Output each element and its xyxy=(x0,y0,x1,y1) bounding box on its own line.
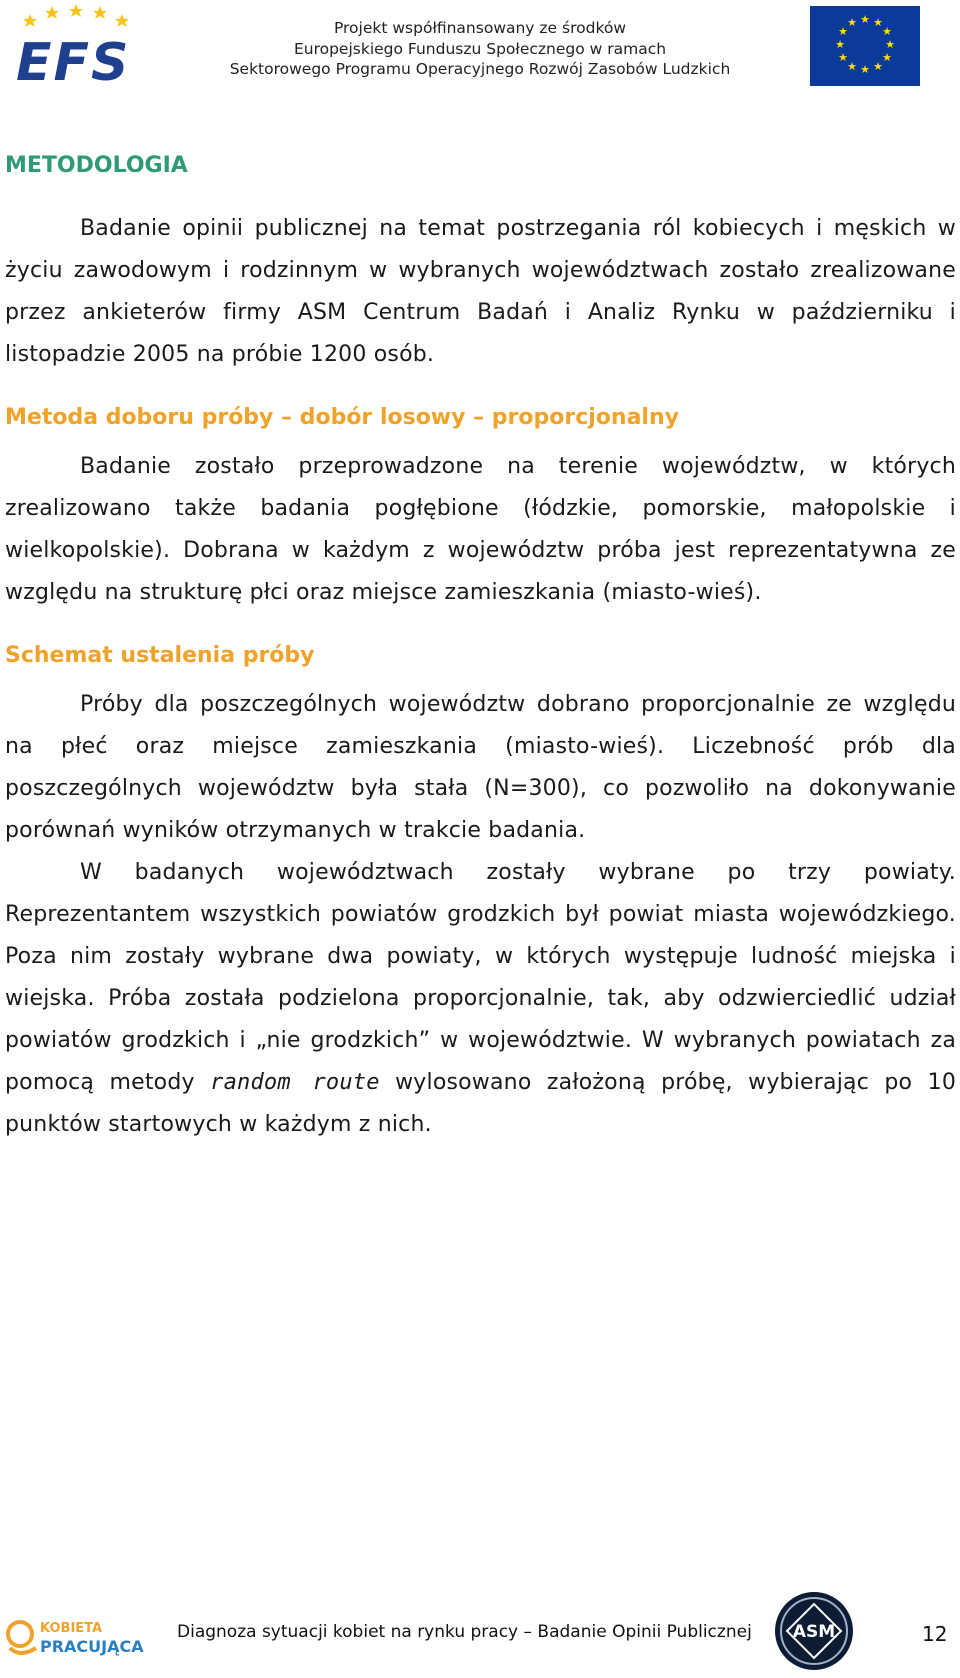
svg-text:★: ★ xyxy=(873,60,883,73)
svg-text:★: ★ xyxy=(882,51,892,64)
svg-text:KOBIETA: KOBIETA xyxy=(40,1621,103,1636)
section-title-metoda-doboru: Metoda doboru próby – dobór losowy – proporcjonalny xyxy=(5,405,679,430)
svg-text:★: ★ xyxy=(873,16,883,29)
eu-flag-logo xyxy=(810,6,920,86)
header-line-2: Europejskiego Funduszu Społecznego w ramach xyxy=(293,39,667,58)
random-route-term: random route xyxy=(210,1070,380,1095)
header-line-3: Sektorowego Programu Operacyjnego Rozwój Zasobów Ludzkich xyxy=(229,60,731,78)
svg-text:ASM: ASM xyxy=(792,1622,836,1642)
svg-text:★: ★ xyxy=(882,25,892,38)
svg-text:★: ★ xyxy=(860,63,870,76)
header-line-1: Projekt współfinansowany ze środków xyxy=(333,19,627,37)
paragraph-schemat-1: Próby dla poszczególnych województw dobrano proporcjonalnie ze względu na płeć oraz miejsce zamieszkania (miasto-wieś). Liczebność prób dla poszczególnych województw była stała (N=300), co pozwoliło na dokonywanie porównań wyników otrzymanych w trakcie badania. xyxy=(5,692,956,843)
paragraph-metoda-doboru: Badanie zostało przeprowadzone na terenie województw, w których zrealizowano także badania pogłębione (łódzkie, pomorskie, małopolskie i wielkopolskie). Dobrana w każdym z województw próba jest reprezentatywna ze względu na strukturę płci oraz miejsce zamieszkania (miasto-wieś). xyxy=(5,454,956,605)
svg-text:★: ★ xyxy=(838,51,848,64)
section-title-metodologia: METODOLOGIA xyxy=(5,153,188,178)
asm-logo xyxy=(773,1590,855,1672)
efs-logo xyxy=(12,2,142,90)
paragraph-schemat-2-part1: W badanych województwach zostały wybrane po trzy powiaty. Reprezentantem wszystkich powiatów grodzkich był powiat miasta wojewódzkiego. Poza nim zostały wybrane dwa powiaty, w których występuje ludność miejska i wiejska. Próba została podzielona proporcjonalnie, tak, aby odzwierciedlić udział powiatów grodzkich i „nie grodzkich” w województwie. W wybranych powiatach za pomocą metody xyxy=(5,860,956,1095)
svg-text:★: ★ xyxy=(885,38,895,51)
project-cofinancing-note xyxy=(190,18,770,80)
page-footer xyxy=(0,1590,960,1678)
svg-text:EFS: EFS xyxy=(16,33,131,90)
svg-text:★: ★ xyxy=(847,60,857,73)
svg-text:★: ★ xyxy=(838,25,848,38)
svg-text:★: ★ xyxy=(835,38,845,51)
svg-text:PRACUJĄCA: PRACUJĄCA xyxy=(40,1637,144,1656)
kobieta-pracujaca-logo xyxy=(2,1608,152,1668)
page-content xyxy=(5,150,956,1146)
paragraph-schemat-2-part2: wylosowano założoną próbę, wybierając po 10 punktów startowych w każdym z nich. xyxy=(5,1070,957,1137)
paragraph-metodologia: Badanie opinii publicznej na temat postrzegania ról kobiecych i męskich w życiu zawodowym i rodzinnym w wybranych województwach zostało zrealizowane przez ankieterów firmy ASM Centrum Badań i Analiz Rynku w październiku i listopadzie 2005 na próbie 1200 osób. xyxy=(5,216,956,367)
footer-title: Diagnoza sytuacji kobiet na rynku pracy – Badanie Opinii Publicznej xyxy=(177,1622,752,1642)
page-header xyxy=(0,0,960,100)
paragraph-schemat-2 xyxy=(5,852,956,1146)
page-number: 12 xyxy=(922,1622,948,1646)
section-title-schemat: Schemat ustalenia próby xyxy=(5,643,315,668)
svg-text:★: ★ xyxy=(860,13,870,26)
svg-text:★: ★ xyxy=(847,16,857,29)
